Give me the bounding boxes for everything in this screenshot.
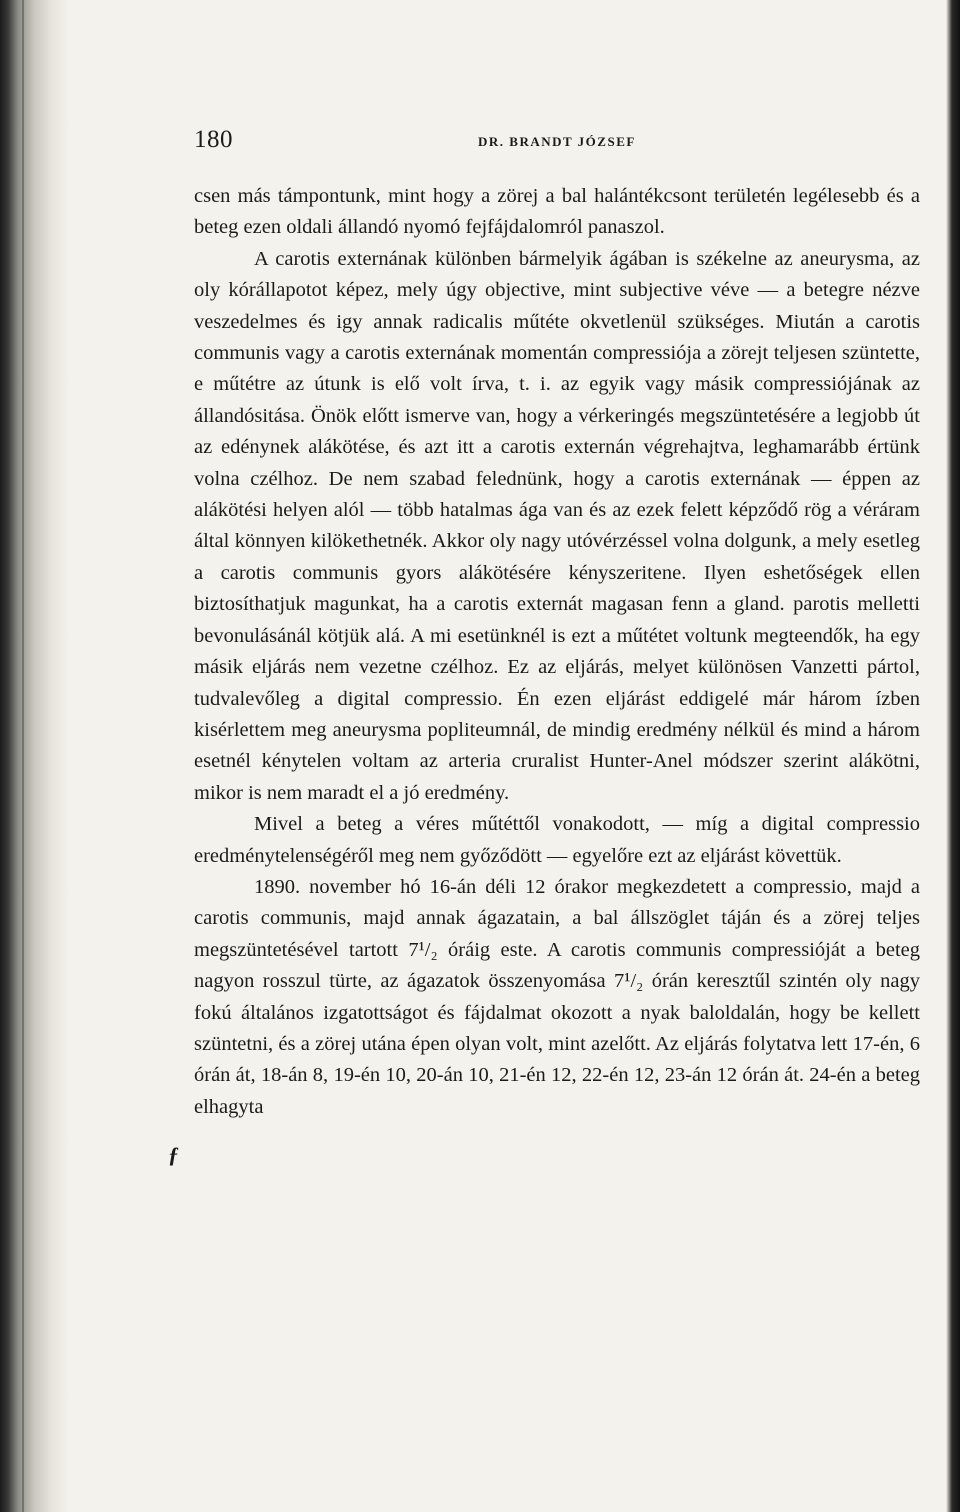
binding-shadow [0,0,70,1512]
paragraph: csen más támpontunk, mint hogy a zörej a bal halántékcsont területén legélesebb és a beteg ezen oldali állandó nyomó fejfájdalomról panaszol. [194,185,920,239]
paragraph: 1890. november hó 16-án déli 12 órakor megkezdetett a compressio, majd a carotis communis, majd annak ágazatain, a bal állszöglet táján és a zörej teljes megszüntetésével tartott 7¹/₂ óráig este. A carotis communis compressióját a beteg nagyon rosszul türte, az ágazatok összenyomása 7¹/₂ órán keresztűl szintén oly nagy fokú általános izgatottságot és fájdalmat okozott a nyak baloldalán, hogy be kellett szüntetni, és a zörej utána épen olyan volt, mint azelőtt. Az eljárás folytatva lett 17-én, 6 órán át, 18-án 8, 19-én 10, 20-án 10, 21-én 12, 22-én 12, 23-án 12 órán át. 24-én a beteg elhagyta [194,875,920,1118]
page-header [194,126,924,162]
binding-line [22,0,24,1512]
margin-mark: ƒ [168,1142,179,1167]
paragraph: Mivel a beteg a véres műtéttől vonakodott, — míg a digital compressio eredménytelenségéről meg nem győződött — egyelőre ezt az eljárást követtük. [194,813,920,867]
page-edge [946,0,960,1512]
page-number: 180 [194,126,233,153]
paragraph: A carotis externának különben bármelyik ágában is székelne az aneurysma, az oly kórállapotot képez, mely úgy objective, mint subjective véve — a betegre nézve veszedelmes és igy annak radicalis műtéte okvetlenül szükséges. Miután a carotis communis vagy a carotis externának momentán compressiója a zörejt teljesen szüntette, e műtétre az útunk is elő volt írva, t. i. az egyik vagy másik compressiójának az állandósitása. Önök előtt ismerve van, hogy a vérkeringés megszüntetésére a legjobb út az edénynek alákötése, és azt itt a carotis externán végrehajtva, leghamarább értünk volna czélhoz. De nem szabad felednünk, hogy a carotis externának — éppen az alákötési helyen alól — több hatalmas ága van és az ezek felett képződő rög a véráram által könnyen kilökethetnék. Akkor oly nagy utóvérzéssel volna dolgunk, a mely esetleg a carotis communis gyors alákötésére kényszeritene. Ilyen eshetőségek ellen biztosíthatjuk magunkat, ha a carotis externát magasan fenn a gland. parotis melletti bevonulásánál kötjük alá. A mi esetünknél is ezt a műtétet voltunk megteendők, ha egy másik eljárás nem vezetne czélhoz. Ez az eljárás, melyet különösen Vanzetti pártol, tudvalevőleg a digital compressio. Én ezen eljárást eddigelé már három ízben kisérlettem meg aneurysma popliteumnál, de mindig eredmény nélkül és mind a három esetnél kénytelen voltam az arteria cruralist Hunter-Anel módszer szerint alákötni, mikor is nem maradt el a jó eredmény. [194,247,920,804]
running-head: DR. BRANDT JÓZSEF [478,134,636,149]
body-text [194,181,920,1123]
